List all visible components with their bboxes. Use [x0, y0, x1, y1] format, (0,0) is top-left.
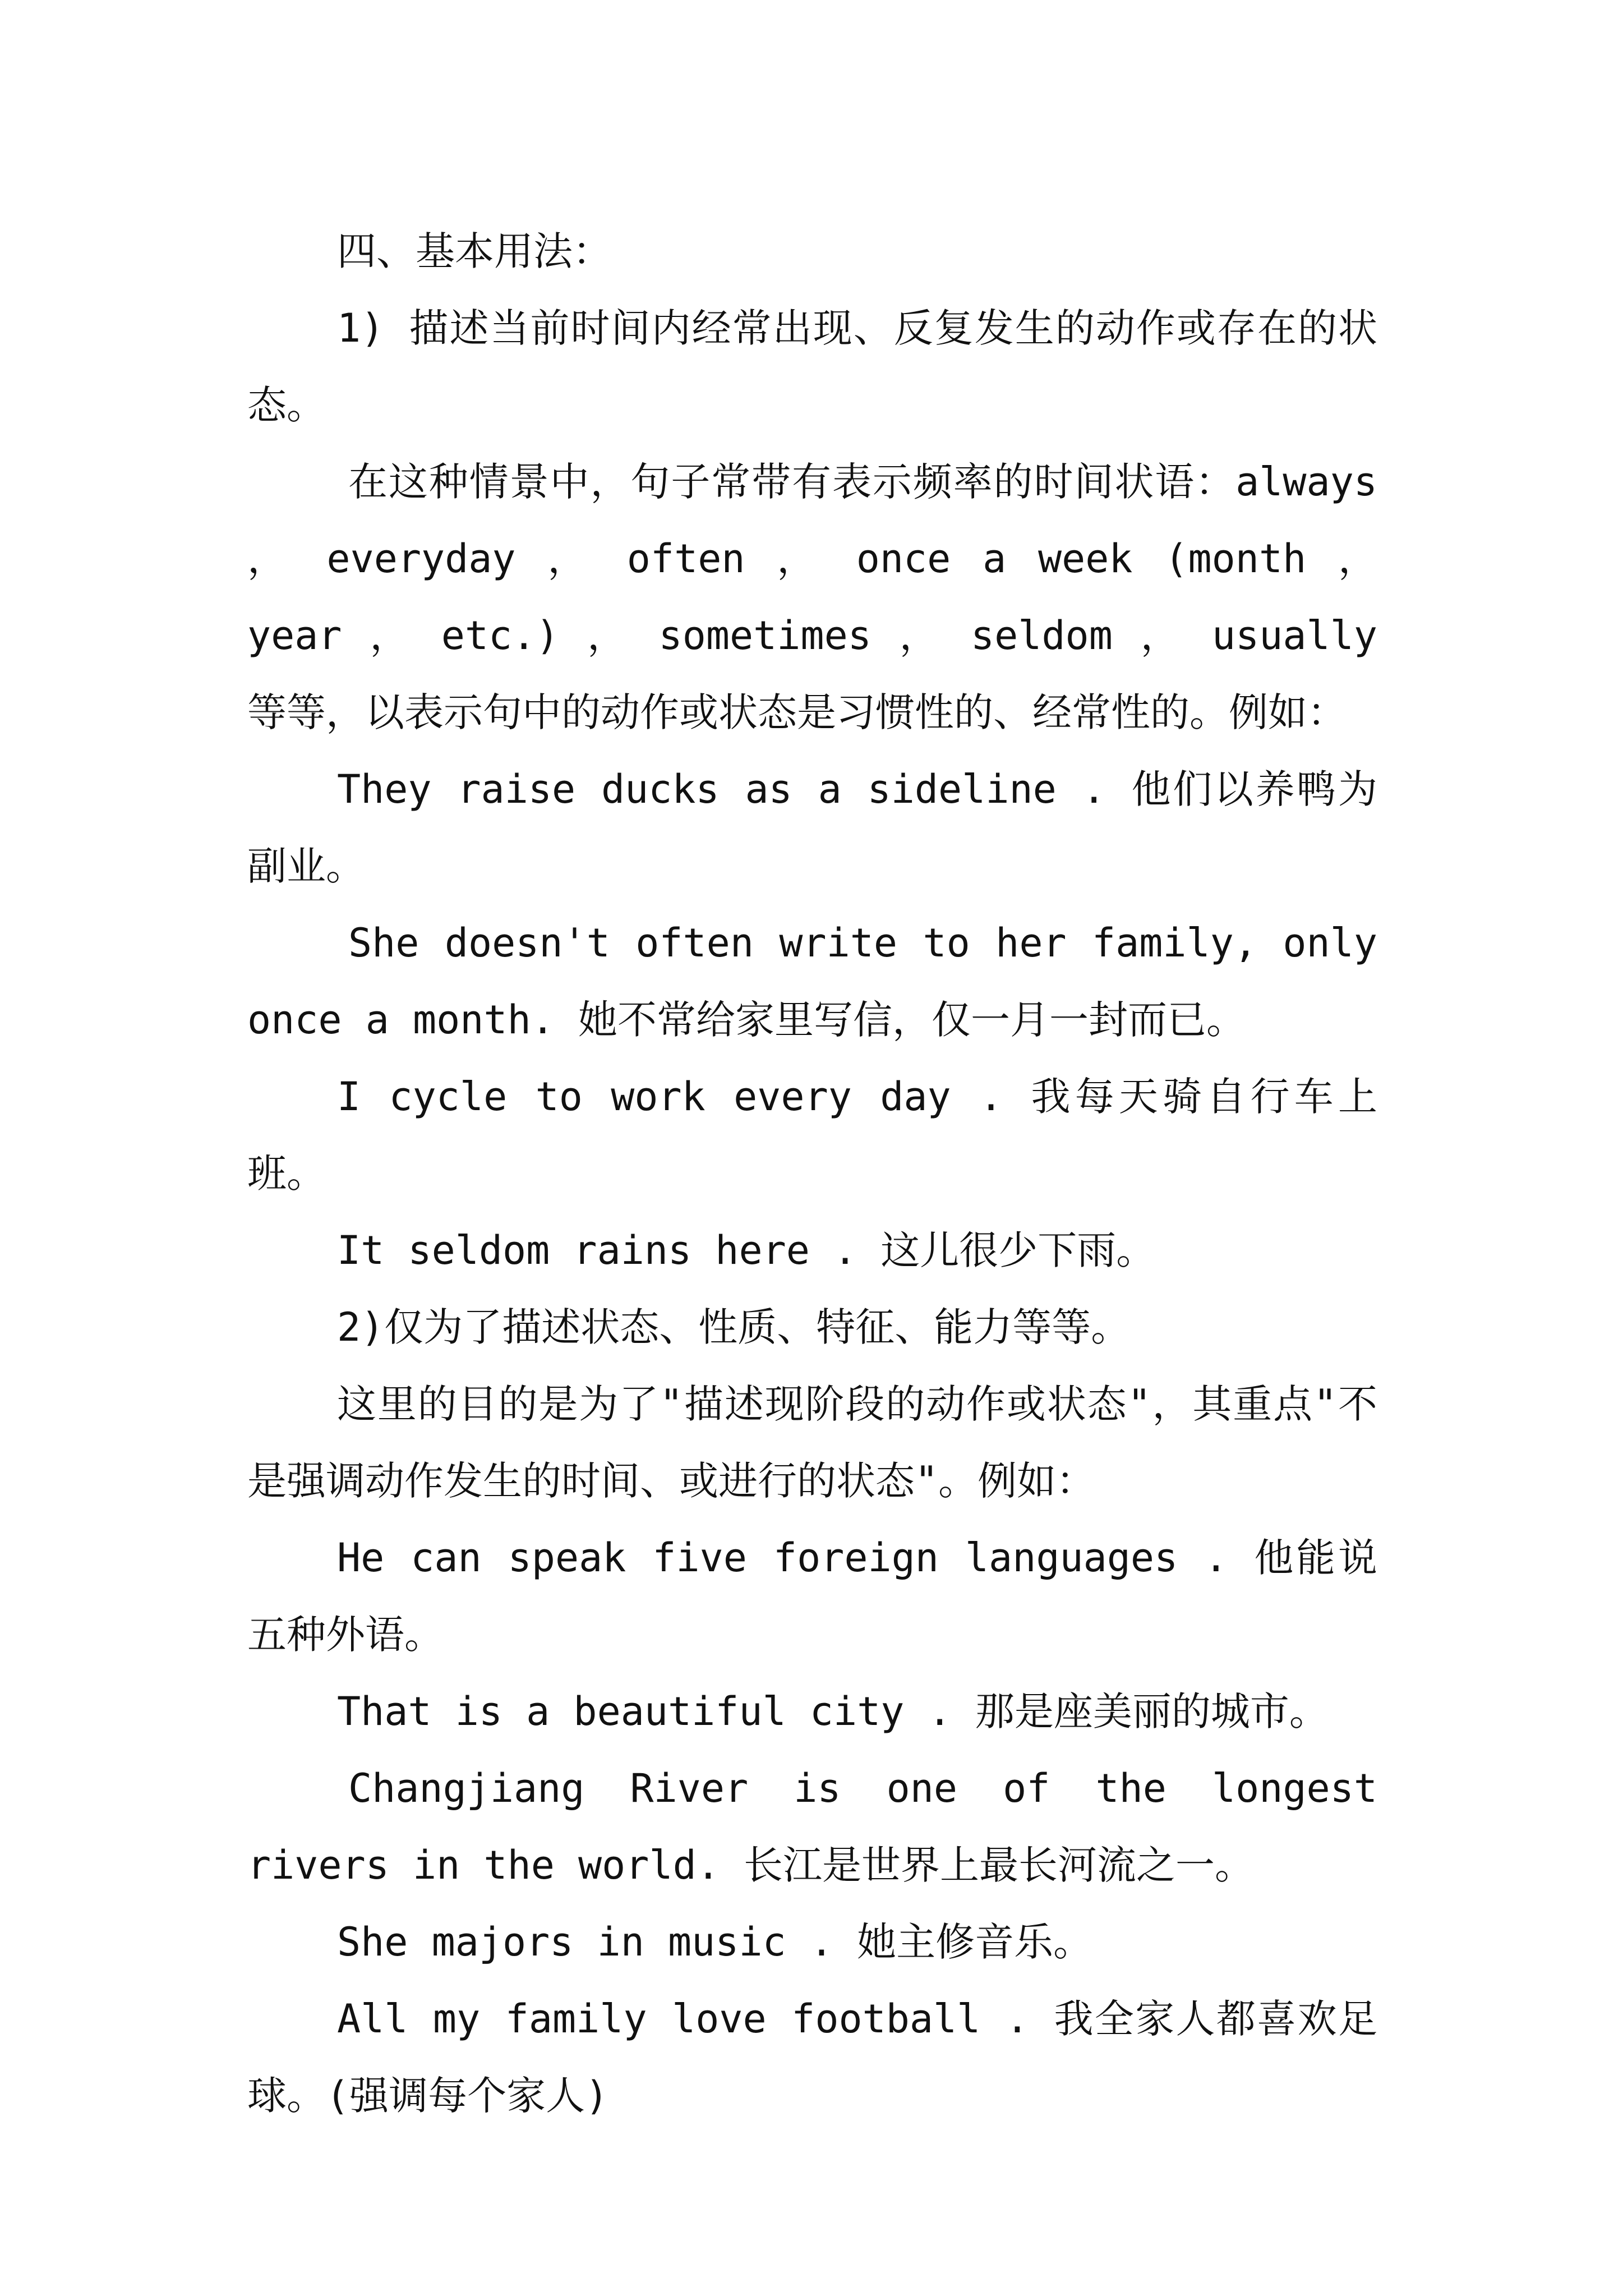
usage-point-2: 2)仅为了描述状态、性质、特征、能力等等。	[337, 1304, 1131, 1350]
example-sentence: It seldom rains here . 这儿很少下雨。	[337, 1227, 1156, 1273]
example-sentence: All my family love football . 我全家人都喜欢足球。(强调每个家人)	[247, 1996, 1377, 2119]
example-sentence: He can speak five foreign languages . 他能说五种外语。	[247, 1535, 1377, 1658]
section-heading: 四、基本用法：	[337, 228, 612, 274]
example-sentence: She majors in music . 她主修音乐。	[337, 1919, 1093, 1965]
paragraph-purpose: 这里的目的是为了"描述现阶段的动作或状态"，其重点"不是强调动作发生的时间、或进行的状态"。例如：	[247, 1381, 1377, 1504]
example-sentence: That is a beautiful city . 那是座美丽的城市。	[337, 1688, 1329, 1734]
example-sentence: I cycle to work every day . 我每天骑自行车上班。	[247, 1074, 1377, 1197]
document-body	[247, 213, 1377, 2134]
example-sentence: Changjiang River is one of the longest rivers in the world. 长江是世界上最长河流之一。	[247, 1765, 1377, 1888]
example-sentence: She doesn't often write to her family, only once a month. 她不常给家里写信，仅一月一封而已。	[247, 920, 1377, 1043]
example-sentence: They raise ducks as a sideline . 他们以养鸭为副业。	[247, 766, 1377, 889]
paragraph-frequency-adverbs: 在这种情景中，句子常带有表示频率的时间状语：always ， everyday ， often ， once a week (month ， year ， etc.) ， sometimes ， seldom ， usually 等等，以表示句中的动作或状态是习惯性的、经常性的。例如：	[247, 459, 1377, 735]
usage-point-1: 1) 描述当前时间内经常出现、反复发生的动作或存在的状态。	[247, 305, 1377, 428]
